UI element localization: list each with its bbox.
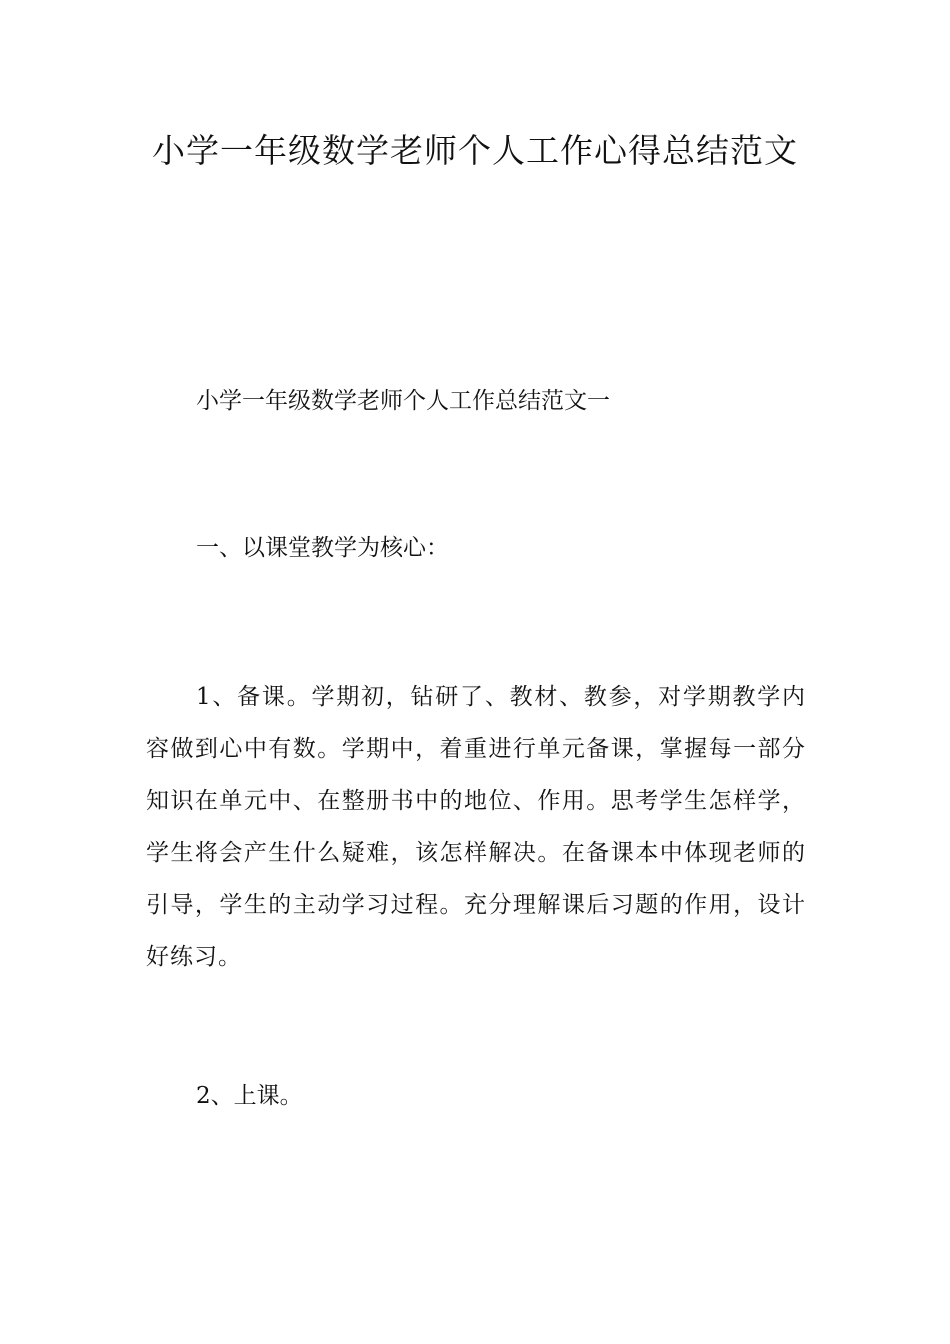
paragraph-lesson-prep: 1、备课。学期初，钻研了、教材、教参，对学期教学内容做到心中有数。学期中，着重进行单元备课，掌握每一部分知识在单元中、在整册书中的地位、作用。思考学生怎样学，学生将会产生什么疑难，该怎样解决。在备课本中体现老师的引导，学生的主动学习过程。充分理解课后习题的作用，设计好练习。	[146, 684, 806, 970]
document-title: 小学一年级数学老师个人工作心得总结范文	[152, 131, 798, 170]
document-subtitle: 小学一年级数学老师个人工作总结范文一	[196, 388, 610, 414]
section-heading: 一、以课堂教学为核心：	[196, 535, 449, 561]
list-item-class: 2、上课。	[196, 1083, 303, 1109]
